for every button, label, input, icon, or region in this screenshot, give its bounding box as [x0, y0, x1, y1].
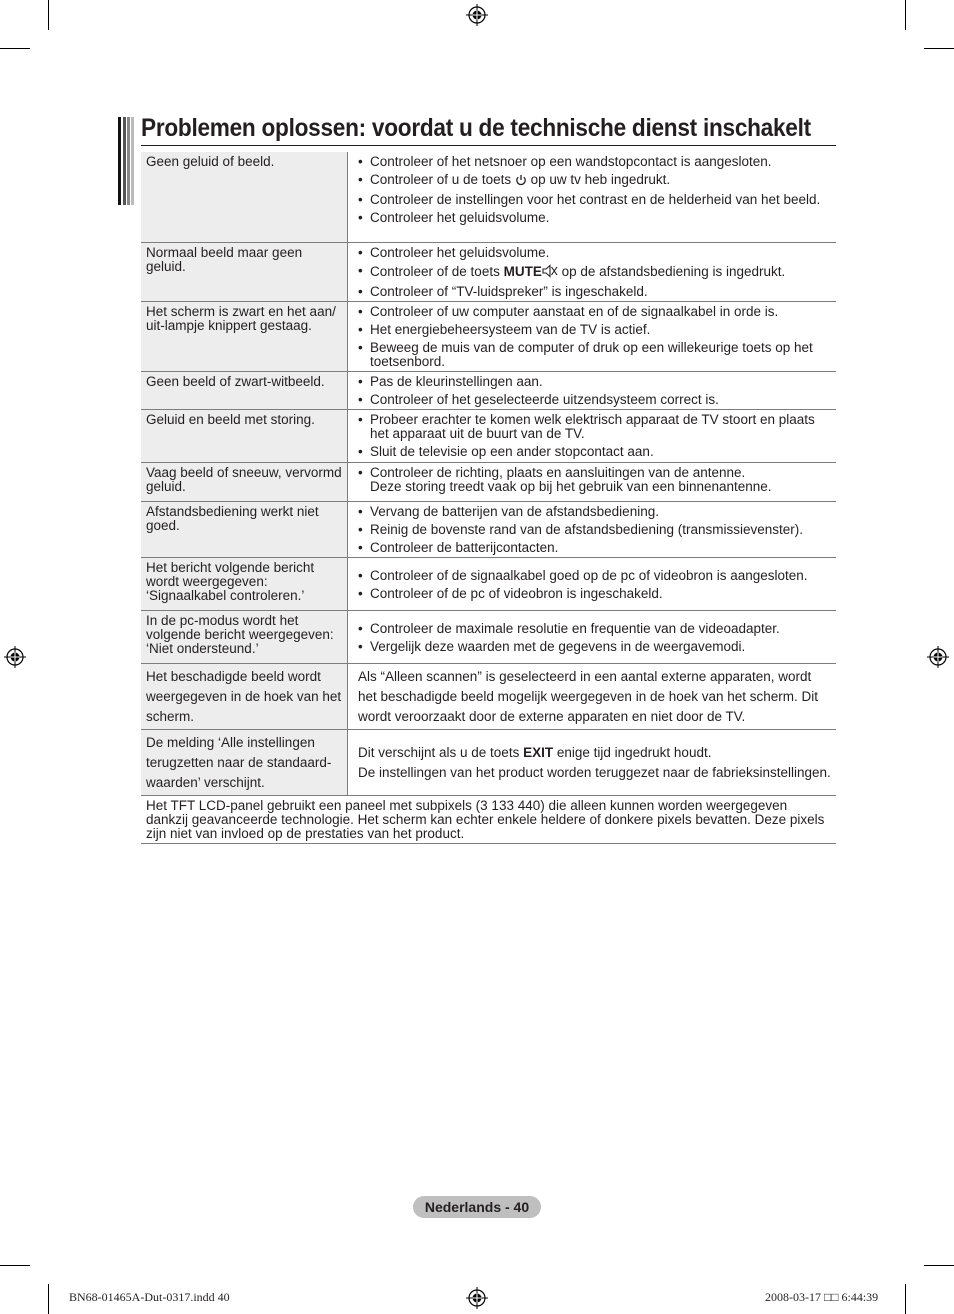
registration-mark-icon: [4, 646, 26, 668]
table-row: [141, 502, 836, 558]
problem-cell: Normaal beeld maar geen geluid.: [141, 243, 348, 302]
crop-mark: [905, 0, 906, 30]
solution-text: Als “Alleen scannen” is geselecteerd in een aantal externe apparaten, wordt het beschadigde beeld mogelijk weergegeven in de hoek van het scherm. Dit wordt veroorzaakt door de externe apparaten en niet door de TV.: [358, 669, 819, 724]
solution-cell: [348, 502, 837, 558]
solution-item: • Het energiebeheersysteem van de TV is actief.: [358, 323, 832, 337]
problem-cell: Afstandsbediening werkt niet goed.: [141, 502, 348, 558]
solution-item: • Controleer of uw computer aanstaat en of de signaalkabel in orde is.: [358, 305, 832, 319]
solution-cell: [348, 611, 837, 664]
solution-item: • Controleer of u de toets op uw tv heb ingedrukt.: [358, 173, 832, 189]
problem-cell: Geen geluid of beeld.: [141, 152, 348, 243]
solution-item: • Controleer de richting, plaats en aansluitingen van de antenne. Deze storing treedt vaak op bij het gebruik van een binnenantenne.: [358, 466, 832, 494]
solution-subnote: Deze storing treedt vaak op bij het gebruik van een binnenantenne.: [370, 479, 772, 494]
problem-cell: Geluid en beeld met storing.: [141, 410, 348, 463]
solution-item: • Vervang de batterijen van de afstandsbediening.: [358, 505, 832, 519]
crop-mark: [905, 1284, 906, 1314]
solution-item: • Pas de kleurinstellingen aan.: [358, 375, 832, 389]
troubleshooting-table: [141, 152, 836, 844]
solution-item: • Controleer of de pc of videobron is ingeschakeld.: [358, 587, 832, 601]
table-row: [141, 372, 836, 410]
power-icon: [515, 174, 527, 189]
solution-item: • Controleer de instellingen voor het contrast en de helderheid van het beeld.: [358, 193, 832, 207]
problem-cell: Vaag beeld of sneeuw, vervormd geluid.: [141, 463, 348, 502]
problem-cell: Geen beeld of zwart-witbeeld.: [141, 372, 348, 410]
solution-cell: [348, 410, 837, 463]
problem-cell: Het scherm is zwart en het aan/ uit-lampje knippert gestaag.: [141, 302, 348, 372]
problem-cell: De melding ‘Alle instellingen terugzetten naar de standaard-waarden’ verschijnt.: [141, 730, 348, 796]
solution-text: Dit verschijnt als u de toets EXIT enige tijd ingedrukt houdt.: [358, 745, 712, 760]
solution-cell: [348, 463, 837, 502]
problem-cell: Het bericht volgende bericht wordt weergegeven: ‘Signaalkabel controleren.’: [141, 558, 348, 611]
solution-item: • Controleer het geluidsvolume.: [358, 211, 832, 225]
date-info: 2008-03-17 □□ 6:44:39: [765, 1290, 879, 1304]
title-decoration-bar: [118, 117, 134, 205]
problem-cell: Het beschadigde beeld wordt weergegeven in de hoek van het scherm.: [141, 664, 348, 730]
mute-icon: [542, 264, 558, 281]
mute-key-label: MUTE: [503, 264, 542, 279]
table-row: [141, 558, 836, 611]
crop-mark: [924, 48, 954, 49]
table-row: [141, 410, 836, 463]
solution-item: • Vergelijk deze waarden met de gegevens in de weergavemodi.: [358, 640, 832, 654]
table-row: [141, 302, 836, 372]
crop-mark: [48, 1284, 49, 1314]
solution-item: • Reinig de bovenste rand van de afstandsbediening (transmissievenster).: [358, 523, 832, 537]
solution-cell: [348, 243, 837, 302]
solution-item: • Controleer of het geselecteerde uitzendsysteem correct is.: [358, 393, 832, 407]
registration-mark-icon: [466, 4, 488, 26]
table-row: [141, 796, 836, 844]
crop-mark: [0, 1265, 30, 1266]
table-row: [141, 152, 836, 243]
solution-cell: [348, 664, 837, 730]
panel-note: Het TFT LCD-panel gebruikt een paneel met subpixels (3 133 440) die alleen kunnen worden weergegeven dankzij geavanceerde technologie. Het scherm kan echter enkele heldere of donkere pixels bevatten. Deze pixels zijn niet van invloed op de prestaties van het product.: [141, 796, 836, 844]
crop-mark: [48, 0, 49, 30]
table-row: [141, 664, 836, 730]
crop-mark: [0, 48, 30, 49]
solution-cell: [348, 730, 837, 796]
solution-item: • Beweeg de muis van de computer of druk op een willekeurige toets op het toetsenbord.: [358, 341, 832, 369]
exit-key-label: EXIT: [523, 745, 554, 760]
solution-cell: [348, 302, 837, 372]
table-row: [141, 463, 836, 502]
solution-item: • Controleer of de signaalkabel goed op de pc of videobron is aangesloten.: [358, 569, 832, 583]
crop-mark: [924, 1265, 954, 1266]
file-info: BN68-01465A-Dut-0317.indd 40: [69, 1290, 230, 1304]
title-divider: [141, 145, 836, 146]
solution-cell: [348, 372, 837, 410]
solution-item: • Controleer of de toets MUTE op de afstandsbediening is ingedrukt.: [358, 264, 832, 281]
solution-item: • Probeer erachter te komen welk elektrisch apparaat de TV stoort en plaats het apparaat uit de buurt van de TV.: [358, 413, 832, 441]
solution-cell: [348, 152, 837, 243]
table-row: [141, 611, 836, 664]
page-number-badge: Nederlands - 40: [413, 1196, 541, 1218]
solution-item: • Controleer de maximale resolutie en frequentie van de videoadapter.: [358, 622, 832, 636]
solution-text: De instellingen van het product worden teruggezet naar de fabrieksinstellingen.: [358, 765, 831, 780]
page-title: Problemen oplossen: voordat u de technische dienst inschakelt: [141, 114, 811, 142]
solution-item: • Controleer of het netsnoer op een wandstopcontact is aangesloten.: [358, 155, 832, 169]
solution-item: • Controleer het geluidsvolume.: [358, 246, 832, 260]
solution-item: • Sluit de televisie op een ander stopcontact aan.: [358, 445, 832, 459]
solution-cell: [348, 558, 837, 611]
solution-item: • Controleer of “TV-luidspreker” is ingeschakeld.: [358, 285, 832, 299]
registration-mark-icon: [927, 646, 949, 668]
table-row: [141, 730, 836, 796]
solution-item: • Controleer de batterijcontacten.: [358, 541, 832, 555]
table-row: [141, 243, 836, 302]
registration-mark-icon: [466, 1287, 488, 1309]
problem-cell: In de pc-modus wordt het volgende bericht weergegeven: ‘Niet ondersteund.’: [141, 611, 348, 664]
